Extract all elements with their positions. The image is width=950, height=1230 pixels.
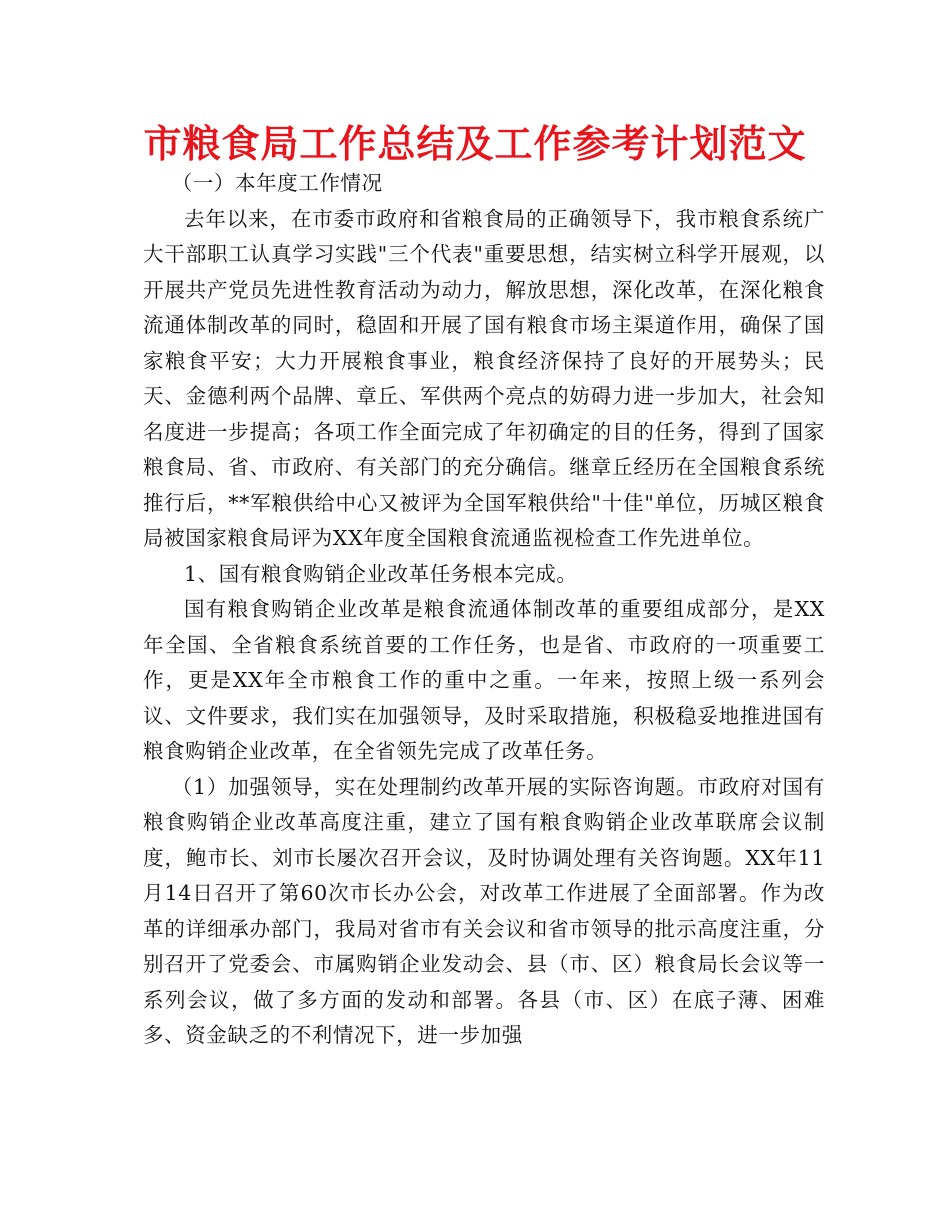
paragraph: 国有粮食购销企业改革是粮食流通体制改革的重要组成部分，是XX年全国、全省粮食系统首要的工作任务，也是省、市政府的一项重要工作，更是XX年全市粮食工作的重中之重。一年来，按照上级一系列会议、文件要求，我们实在加强领导，及时采取措施，积极稳妥地推进国有粮食购销企业改革，在全省领先完成了改革任务。 (143, 597, 825, 763)
document-body (143, 166, 825, 1054)
subsection-heading: 1、国有粮食购销企业改革任务根本完成。 (184, 561, 578, 586)
section-heading: （一）本年度工作情况 (171, 171, 383, 195)
paragraph: （1）加强领导，实在处理制约改革开展的实际咨询题。市政府对国有粮食购销企业改革高度注重，建立了国有粮食购销企业改革联席会议制度，鲍市长、刘市长屡次召开会议，及时协调处理有关咨询题。XX年11月14日召开了第60次市长办公会，对改革工作进展了全面部署。作为改革的详细承办部门，我局对省市有关会议和省市领导的批示高度注重，分别召开了党委会、市属购销企业发动会、县（市、区）粮食局长会议等一系列会议，做了多方面的发动和部署。各县（市、区）在底子薄、困难多、资金缺乏的不利情况下，进一步加强 (143, 774, 825, 1047)
paragraph: 去年以来，在市委市政府和省粮食局的正确领导下，我市粮食系统广大干部职工认真学习实践"三个代表"重要思想，结实树立科学开展观，以开展共产党员先进性教育活动为动力，解放思想，深化改革，在深化粮食流通体制改革的同时，稳固和开展了国有粮食市场主渠道作用，确保了国家粮食平安；大力开展粮食事业，粮食经济保持了良好的开展势头；民天、金德利两个品牌、章丘、军供两个亮点的妨碍力进一步加大，社会知名度进一步提高；各项工作全面完成了年初确定的目的任务，得到了国家粮食局、省、市政府、有关部门的充分确信。继章丘经历在全国粮食系统推行后，**军粮供给中心又被评为全国军粮供给"十佳"单位，历城区粮食局被国家粮食局评为XX年度全国粮食流通监视检查工作先进单位。 (143, 206, 825, 550)
document-title: 市粮食局工作总结及工作参考计划范文 (143, 122, 807, 166)
